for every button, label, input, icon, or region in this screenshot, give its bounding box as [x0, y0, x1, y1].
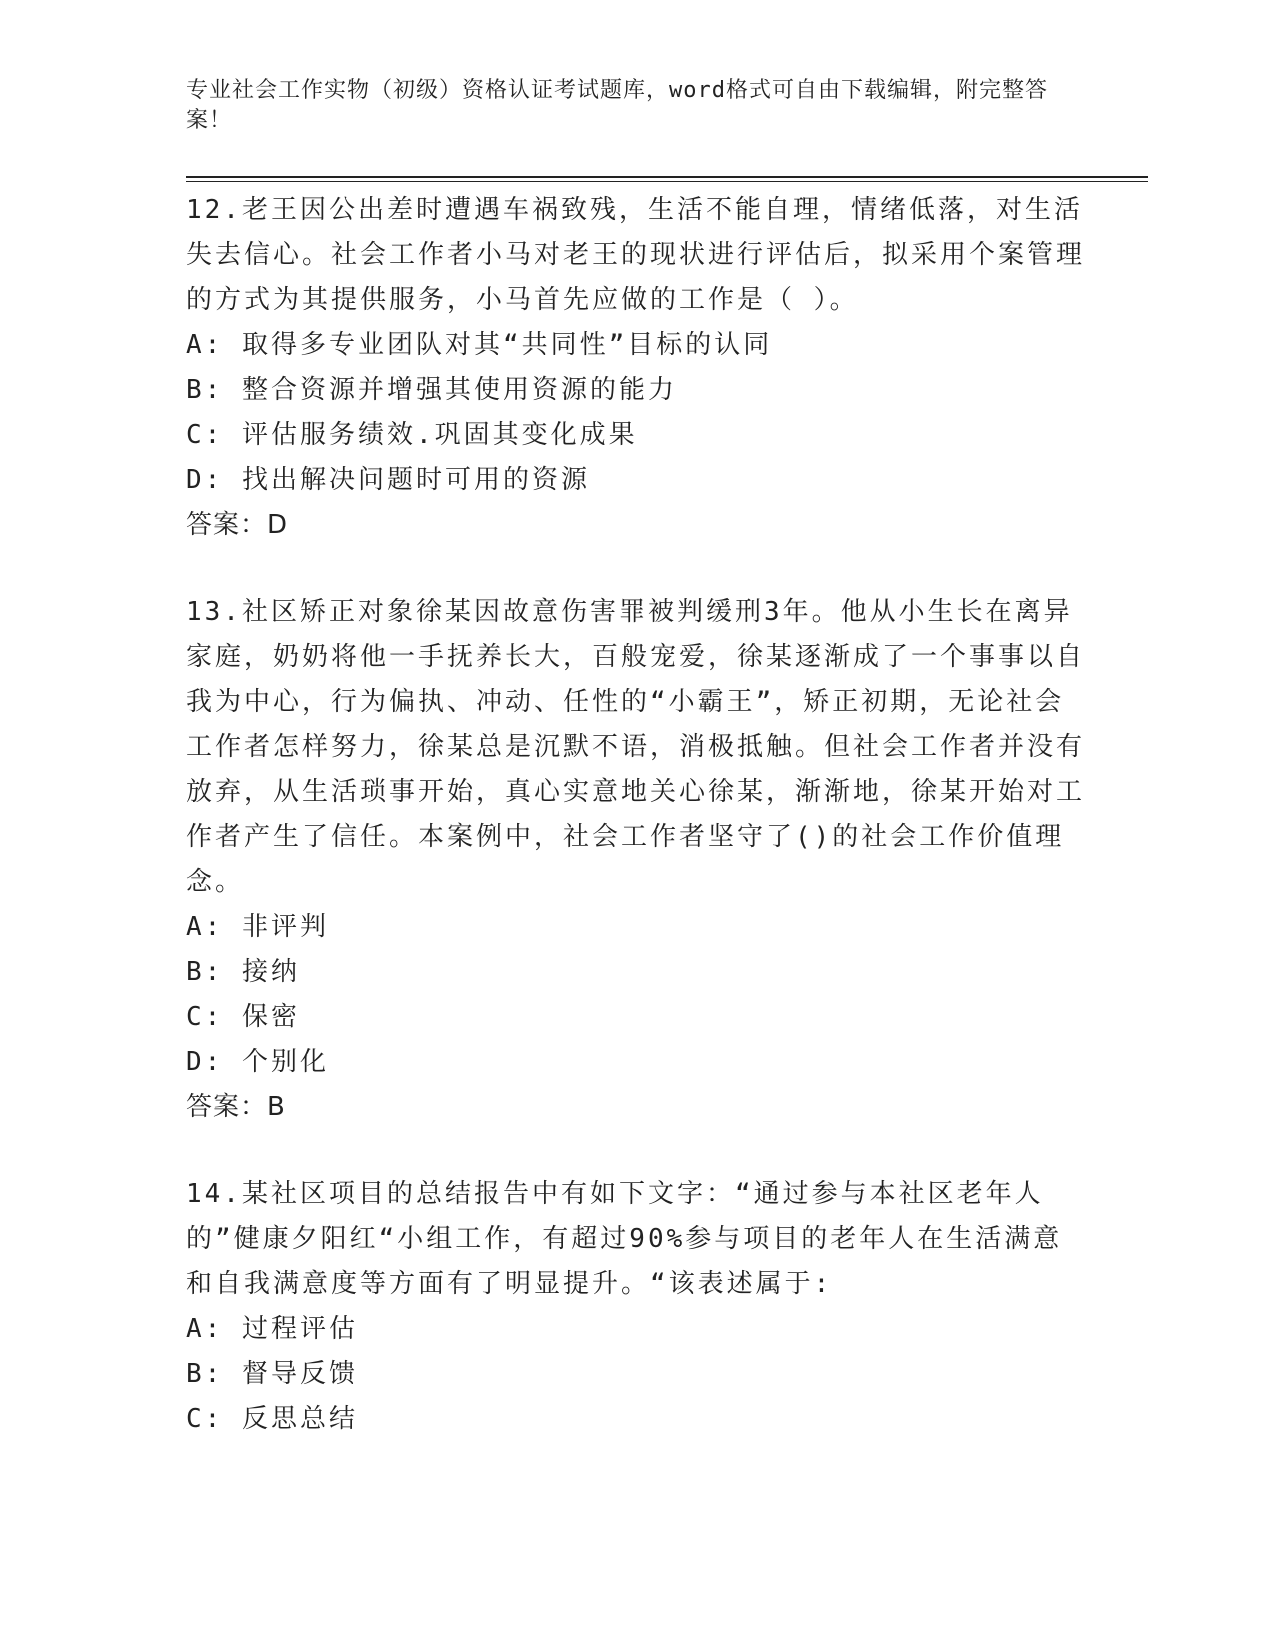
option-b: B: 整合资源并增强其使用资源的能力 [186, 375, 677, 405]
question-stem: 12.老王因公出差时遭遇车祸致残，生活不能自理，情绪低落，对生活失去信心。社会工作者小马对老王的现状进行评估后，拟采用个案管理的方式为其提供服务，小马首先应做的工作是（ ）。 [186, 195, 1086, 315]
option-b: B: 督导反馈 [186, 1359, 358, 1389]
option-b: B: 接纳 [186, 957, 300, 987]
option-a: A: 取得多专业团队对其“共同性”目标的认同 [186, 330, 773, 360]
option-c: C: 保密 [186, 1002, 300, 1032]
question-14 [186, 1172, 1086, 1442]
document-header: 专业社会工作实物（初级）资格认证考试题库，word格式可自由下载编辑，附完整答案！ [186, 78, 1048, 133]
answer-text: 答案：B [186, 1092, 286, 1122]
question-13 [186, 590, 1086, 1130]
option-d: D: 个别化 [186, 1047, 329, 1077]
option-c: C: 评估服务绩效.巩固其变化成果 [186, 420, 638, 450]
question-stem: 13.社区矫正对象徐某因故意伤害罪被判缓刑3年。他从小生长在离异家庭，奶奶将他一手抚养长大，百般宠爱，徐某逐渐成了一个事事以自我为中心，行为偏执、冲动、任性的“小霸王”，矫正初期，无论社会工作者怎样努力，徐某总是沉默不语，消极抵触。但社会工作者并没有放弃，从生活琐事开始，真心实意地关心徐某，渐渐地，徐某开始对工作者产生了信任。本案例中，社会工作者坚守了()的社会工作价值理念。 [186, 597, 1086, 897]
question-stem: 14.某社区项目的总结报告中有如下文字：“通过参与本社区老年人的”健康夕阳红“小组工作，有超过90%参与项目的老年人在生活满意和自我满意度等方面有了明显提升。“该表述属于: [186, 1179, 1063, 1299]
option-d: D: 找出解决问题时可用的资源 [186, 465, 590, 495]
question-12 [186, 188, 1086, 548]
header-divider-thin [186, 181, 1148, 182]
question-list [186, 188, 1086, 1484]
option-a: A: 非评判 [186, 912, 329, 942]
option-c: C: 反思总结 [186, 1404, 358, 1434]
header-divider-thick [186, 176, 1148, 178]
answer-text: 答案：D [186, 510, 289, 540]
option-a: A: 过程评估 [186, 1314, 358, 1344]
